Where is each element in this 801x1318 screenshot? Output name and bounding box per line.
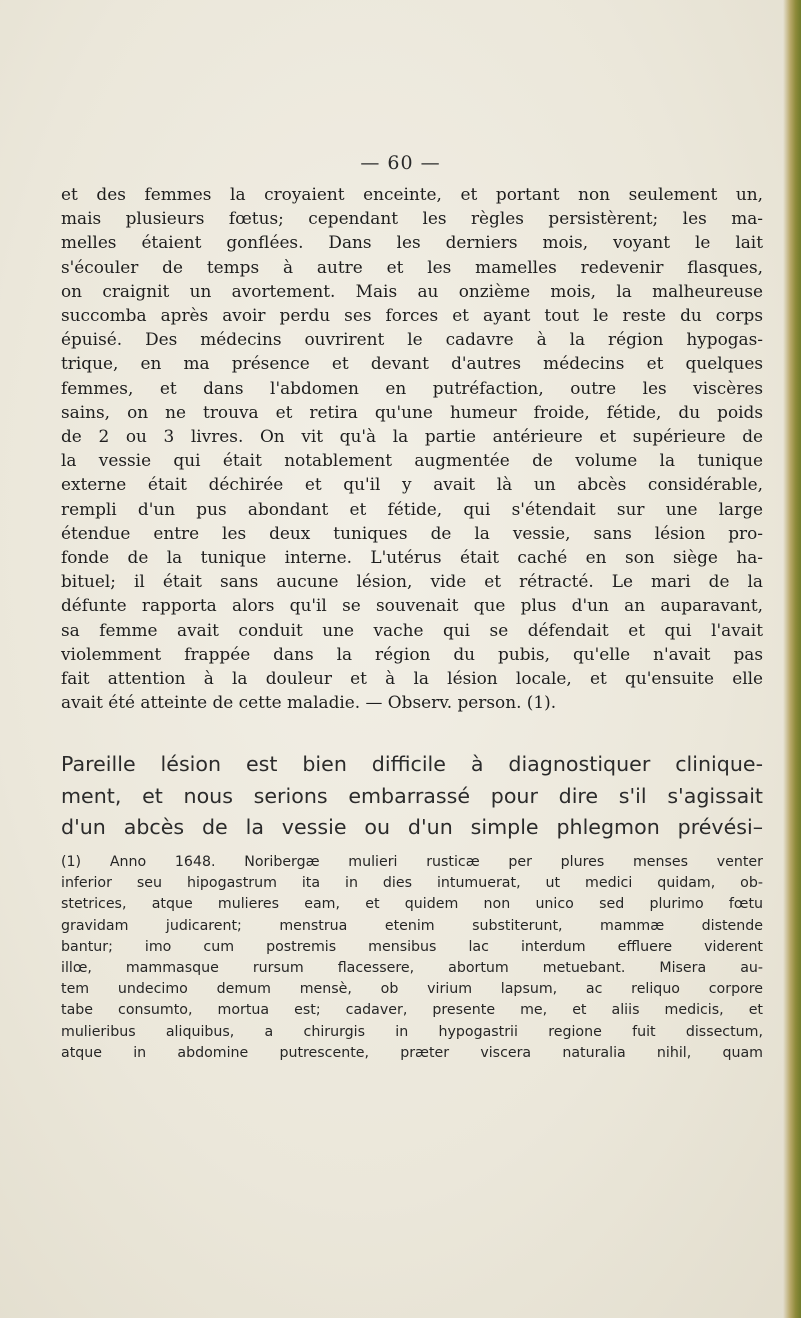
text-line: et des femmes la croyaient enceinte, et portant non seulement un, <box>61 184 763 204</box>
page-edge <box>783 0 801 1318</box>
text-line: fonde de la tunique interne. L'utérus était caché en son siège ha- <box>61 547 763 568</box>
footnote-line: mulieribus aliquibus, a chirurgis in hypogastrii regione fuit dissectum, <box>61 1023 763 1040</box>
text-line: femmes, et dans l'abdomen en putréfaction, outre les viscères <box>61 377 763 398</box>
footnote-line: illœ, mammasque rursum flacessere, abortum metuebant. Misera au- <box>61 960 763 977</box>
commentary-line: d'un abcès de la vessie ou d'un simple phlegmon prévési– <box>61 815 763 839</box>
footnote-line: tem undecimo demum mensè, ob virium lapsum, ac reliquo corpore <box>61 981 763 998</box>
text-line: violemment frappée dans la région du pubis, qu'elle n'avait pas <box>61 643 763 664</box>
footnote-line: stetrices, atque mulieres eam, et quidem non unico sed plurimo fœtu <box>61 896 763 913</box>
text-line: trique, en ma présence et devant d'autres médecins et quelques <box>61 353 763 374</box>
text-line: fait attention à la douleur et à la lésion locale, et qu'ensuite elle <box>61 668 763 689</box>
text-line: bituel; il était sans aucune lésion, vide et rétracté. Le mari de la <box>61 571 763 592</box>
text-line: défunte rapporta alors qu'il se souvenait que plus d'un an auparavant, <box>61 595 763 616</box>
text-line: melles étaient gonflées. Dans les derniers mois, voyant le lait <box>61 232 763 253</box>
text-line: sa femme avait conduit une vache qui se défendait et qui l'avait <box>61 619 763 640</box>
text-line: s'écouler de temps à autre et les mamelles redevenir flasques, <box>61 256 763 277</box>
text-line: succomba après avoir perdu ses forces et ayant tout le reste du corps <box>61 305 763 326</box>
footnote-line: gravidam judicarent; menstrua etenim substiterunt, mammæ distende <box>61 917 763 934</box>
observation-text <box>61 182 763 714</box>
footnote-line: (1) Anno 1648. Noribergæ mulieri rusticæ per plures menses venter <box>61 854 763 870</box>
text-line: sains, on ne trouva et retira qu'une humeur froide, fétide, du poids <box>61 401 763 422</box>
commentary-line: ment, et nous serions embarrassé pour dire s'il s'agissait <box>61 783 763 808</box>
text-line: externe était déchirée et qu'il y avait là un abcès considérable, <box>61 474 763 495</box>
text-line: étendue entre les deux tuniques de la vessie, sans lésion pro- <box>61 522 763 543</box>
text-line: rempli d'un pus abondant et fétide, qui s'étendait sur une large <box>61 498 763 519</box>
footnote-line: bantur; imo cum postremis mensibus lac interdum effluere viderent <box>61 938 763 955</box>
commentary-paragraph <box>61 749 763 844</box>
text-line: on craignit un avortement. Mais au onzième mois, la malheureuse <box>61 280 763 301</box>
text-line: épuisé. Des médecins ouvrirent le cadavre à la région hypogas- <box>61 329 763 350</box>
text-line: de 2 ou 3 livres. On vit qu'à la partie antérieure et supérieure de <box>61 426 763 447</box>
footnote-line: tabe consumto, mortua est; cadaver, presente me, et aliis medicis, et <box>61 1002 763 1019</box>
commentary-line: Pareille lésion est bien difficile à diagnostiquer clinique- <box>61 752 763 776</box>
page-number: — 60 — <box>360 152 441 174</box>
text-line: avait été atteinte de cette maladie. — Observ. person. (1). <box>61 692 557 713</box>
text-line: la vessie qui était notablement augmentée de volume la tunique <box>61 450 763 471</box>
text-line: mais plusieurs fœtus; cependant les règles persistèrent; les ma- <box>61 208 763 229</box>
latin-footnote <box>61 852 763 1064</box>
footnote-line: inferior seu hipogastrum ita in dies intumuerat, ut medici quidam, ob- <box>61 875 763 892</box>
footnote-line: atque in abdomine putrescente, præter viscera naturalia nihil, quam <box>61 1044 763 1061</box>
